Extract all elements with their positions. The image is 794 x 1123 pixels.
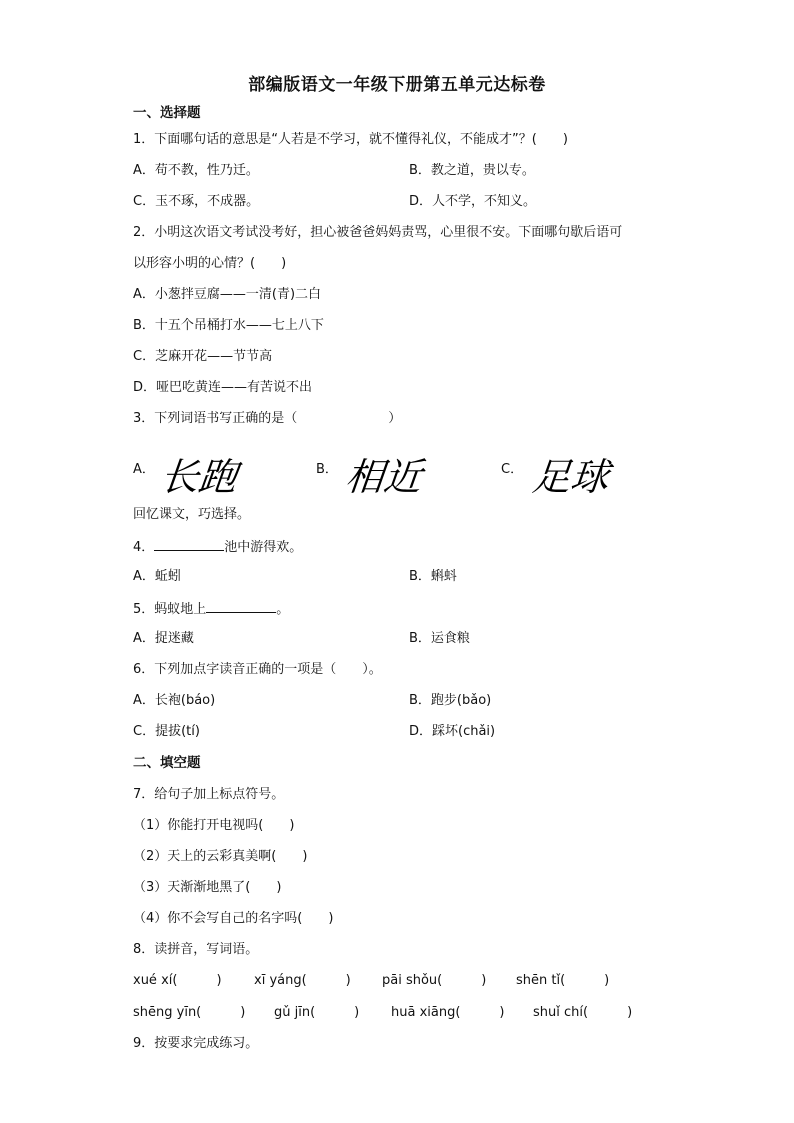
question-4-option-a[interactable]: A．蚯蚓 (133, 569, 181, 584)
question-3-stem: 3．下列词语书写正确的是（ ） (133, 411, 402, 426)
question-5-option-b[interactable]: B．运食粮 (409, 631, 470, 646)
question-6-stem: 6．下列加点字读音正确的一项是（ ）。 (133, 662, 382, 677)
question-9-stem: 9．按要求完成练习。 (133, 1036, 259, 1051)
recall-instruction: 回忆课文，巧选择。 (133, 507, 251, 522)
question-3-option-c[interactable] (501, 446, 631, 499)
pinyin-item[interactable]: xī yáng( ) (254, 973, 351, 988)
option-a-label: A． (133, 462, 155, 477)
pinyin-item[interactable]: pāi shǒu( ) (382, 973, 487, 988)
pinyin-item[interactable]: gǔ jīn( ) (274, 1005, 360, 1020)
question-1-option-a[interactable]: A．苟不教，性乃迁。 (133, 163, 259, 178)
pinyin-item[interactable]: xué xí( ) (133, 973, 222, 988)
question-1-stem: 1．下面哪句话的意思是“人若是不学习，就不懂得礼仪，不能成才”？( ) (133, 132, 568, 147)
page-title: 部编版语文一年级下册第五单元达标卷 (248, 75, 546, 95)
pinyin-item[interactable]: shēng yīn( ) (133, 1005, 246, 1020)
question-7-item-2[interactable]: （2）天上的云彩真美啊( ) (133, 849, 308, 864)
pinyin-item[interactable]: shuǐ chí( ) (533, 1005, 633, 1020)
option-b-label: B． (316, 462, 338, 477)
question-2-option-c[interactable]: C．芝麻开花——节节高 (133, 349, 273, 364)
question-7-item-3[interactable]: （3）天渐渐地黑了( ) (133, 880, 282, 895)
section-heading-fill: 二、填空题 (133, 755, 201, 771)
option-c-label: C． (501, 462, 524, 477)
question-5-option-a[interactable]: A．捉迷藏 (133, 631, 194, 646)
question-1-option-d[interactable]: D．人不学，不知义。 (409, 194, 537, 209)
question-4-option-b[interactable]: B．蝌蚪 (409, 569, 457, 584)
question-3-option-b[interactable] (316, 446, 446, 499)
question-1-option-b[interactable]: B．教之道，贵以专。 (409, 163, 535, 178)
question-4-stem (133, 537, 302, 557)
question-7-item-4[interactable]: （4）你不会写自己的名字吗( ) (133, 911, 334, 926)
question-2-stem-line-1: 2．小明这次语文考试没考好，担心被爸爸妈妈责骂，心里很不安。下面哪句歇后语可 (133, 225, 623, 240)
pinyin-item[interactable]: shēn tǐ( ) (516, 973, 610, 988)
question-3-option-a[interactable] (133, 446, 263, 499)
question-5-prefix: 5．蚂蚁地上 (133, 602, 207, 617)
handwritten-word-c: 足球 (530, 455, 611, 499)
question-4-prefix: 4． (133, 540, 155, 555)
question-8-stem: 8．读拼音，写词语。 (133, 942, 259, 957)
question-1-option-c[interactable]: C．玉不琢，不成器。 (133, 194, 260, 209)
question-2-option-d[interactable]: D．哑巴吃黄连——有苦说不出 (133, 380, 313, 395)
question-6-option-d[interactable]: D．踩坏(chǎi) (409, 724, 496, 739)
handwritten-word-b: 相近 (343, 455, 424, 499)
question-6-option-a[interactable]: A．长袍(báo) (133, 693, 216, 708)
question-2-option-a[interactable]: A．小葱拌豆腐——一清(青)二白 (133, 287, 322, 302)
question-4-blank[interactable] (154, 537, 224, 551)
question-6-option-b[interactable]: B．跑步(bǎo) (409, 693, 492, 708)
question-5-blank[interactable] (206, 599, 276, 613)
question-5-suffix: 。 (276, 602, 290, 617)
question-2-option-b[interactable]: B．十五个吊桶打水——七上八下 (133, 318, 324, 333)
pinyin-item[interactable]: huā xiāng( ) (391, 1005, 505, 1020)
question-2-stem-line-2: 以形容小明的心情？( ) (133, 256, 287, 271)
section-heading-choice: 一、选择题 (133, 105, 201, 121)
question-7-stem: 7．给句子加上标点符号。 (133, 787, 285, 802)
question-5-stem (133, 599, 289, 619)
question-4-suffix: 池中游得欢。 (224, 540, 303, 555)
question-6-option-c[interactable]: C．提拔(tí) (133, 724, 200, 739)
handwritten-word-a: 长跑 (158, 455, 239, 499)
question-7-item-1[interactable]: （1）你能打开电视吗( ) (133, 818, 295, 833)
